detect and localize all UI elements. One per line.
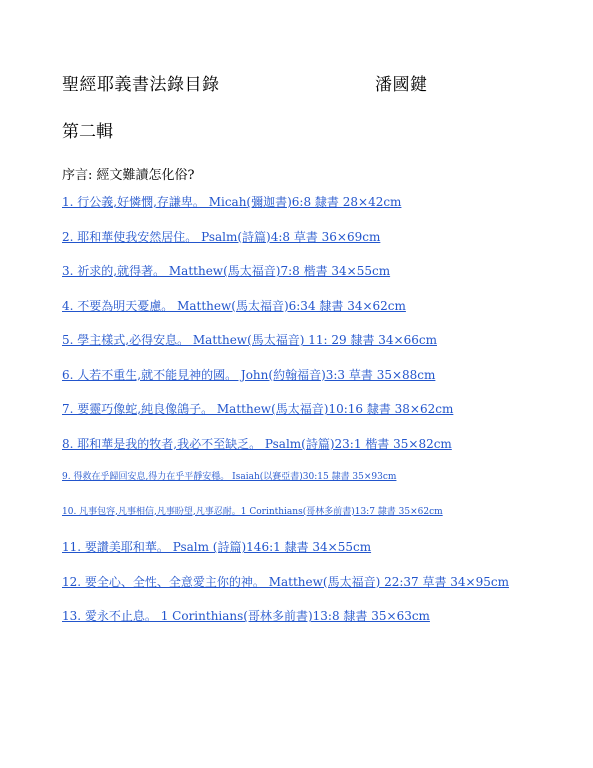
toc-link[interactable]: 1. 行公義,好憐憫,存謙卑。 Micah(彌迦書)6:8 隸書 28×42cm (62, 195, 402, 209)
toc-item-11 (62, 538, 542, 573)
volume-heading: 第二輯 (62, 122, 113, 142)
document-title: 聖經耶義書法錄目錄 (62, 75, 220, 95)
toc-link[interactable]: 13. 愛永不止息。 1 Corinthians(哥林多前書)13:8 隸書 35×63cm (62, 609, 430, 623)
toc-link[interactable]: 12. 要全心、全性、全意愛主你的神。 Matthew(馬太福音) 22:37 草書 34×95cm (62, 574, 509, 589)
table-of-contents (62, 193, 542, 642)
toc-link[interactable]: 3. 祈求的,就得著。 Matthew(馬太福音)7:8 楷書 34×55cm (62, 264, 391, 278)
toc-link[interactable]: 4. 不要為明天憂慮。 Matthew(馬太福音)6:34 隸書 34×62cm (62, 298, 406, 313)
toc-link[interactable]: 9. 得救在乎歸回安息,得力在乎平靜安穩。 Isaiah(以賽亞書)30:15 隸書 35×93cm (62, 472, 397, 482)
toc-item-10 (62, 504, 542, 539)
toc-item-12 (62, 573, 542, 608)
toc-link[interactable]: 10. 凡事包容,凡事相信,凡事盼望,凡事忍耐。1 Corinthians(哥林多前書)13:7 隸書 35×62cm (62, 506, 443, 517)
toc-item-13 (62, 607, 542, 642)
toc-item-5 (62, 331, 542, 366)
toc-item-9 (62, 469, 542, 504)
preface-line: 序言: 經文難讀怎化俗? (62, 168, 195, 183)
toc-link[interactable]: 7. 要靈巧像蛇,純良像鴿子。 Matthew(馬太福音)10:16 隸書 38×62cm (62, 402, 454, 416)
toc-link[interactable]: 11. 要讚美耶和華。 Psalm (詩篇)146:1 隸書 34×55cm (62, 540, 372, 554)
toc-item-6 (62, 366, 542, 401)
toc-item-8 (62, 435, 542, 470)
toc-item-7 (62, 400, 542, 435)
toc-link[interactable]: 8. 耶和華是我的牧者,我必不至缺乏。 Psalm(詩篇)23:1 楷書 35×82cm (62, 436, 452, 451)
toc-link[interactable]: 2. 耶和華使我安然居住。 Psalm(詩篇)4:8 草書 36×69cm (62, 229, 381, 244)
toc-link[interactable]: 5. 學主樣式,必得安息。 Matthew(馬太福音) 11: 29 隸書 34×66cm (62, 333, 437, 347)
toc-link[interactable]: 6. 人若不重生,就不能見神的國。 John(約翰福音)3:3 草書 35×88cm (62, 367, 436, 382)
toc-item-4 (62, 297, 542, 332)
author-name: 潘國鍵 (375, 75, 428, 95)
toc-item-2 (62, 228, 542, 263)
toc-item-3 (62, 262, 542, 297)
toc-item-1 (62, 193, 542, 228)
